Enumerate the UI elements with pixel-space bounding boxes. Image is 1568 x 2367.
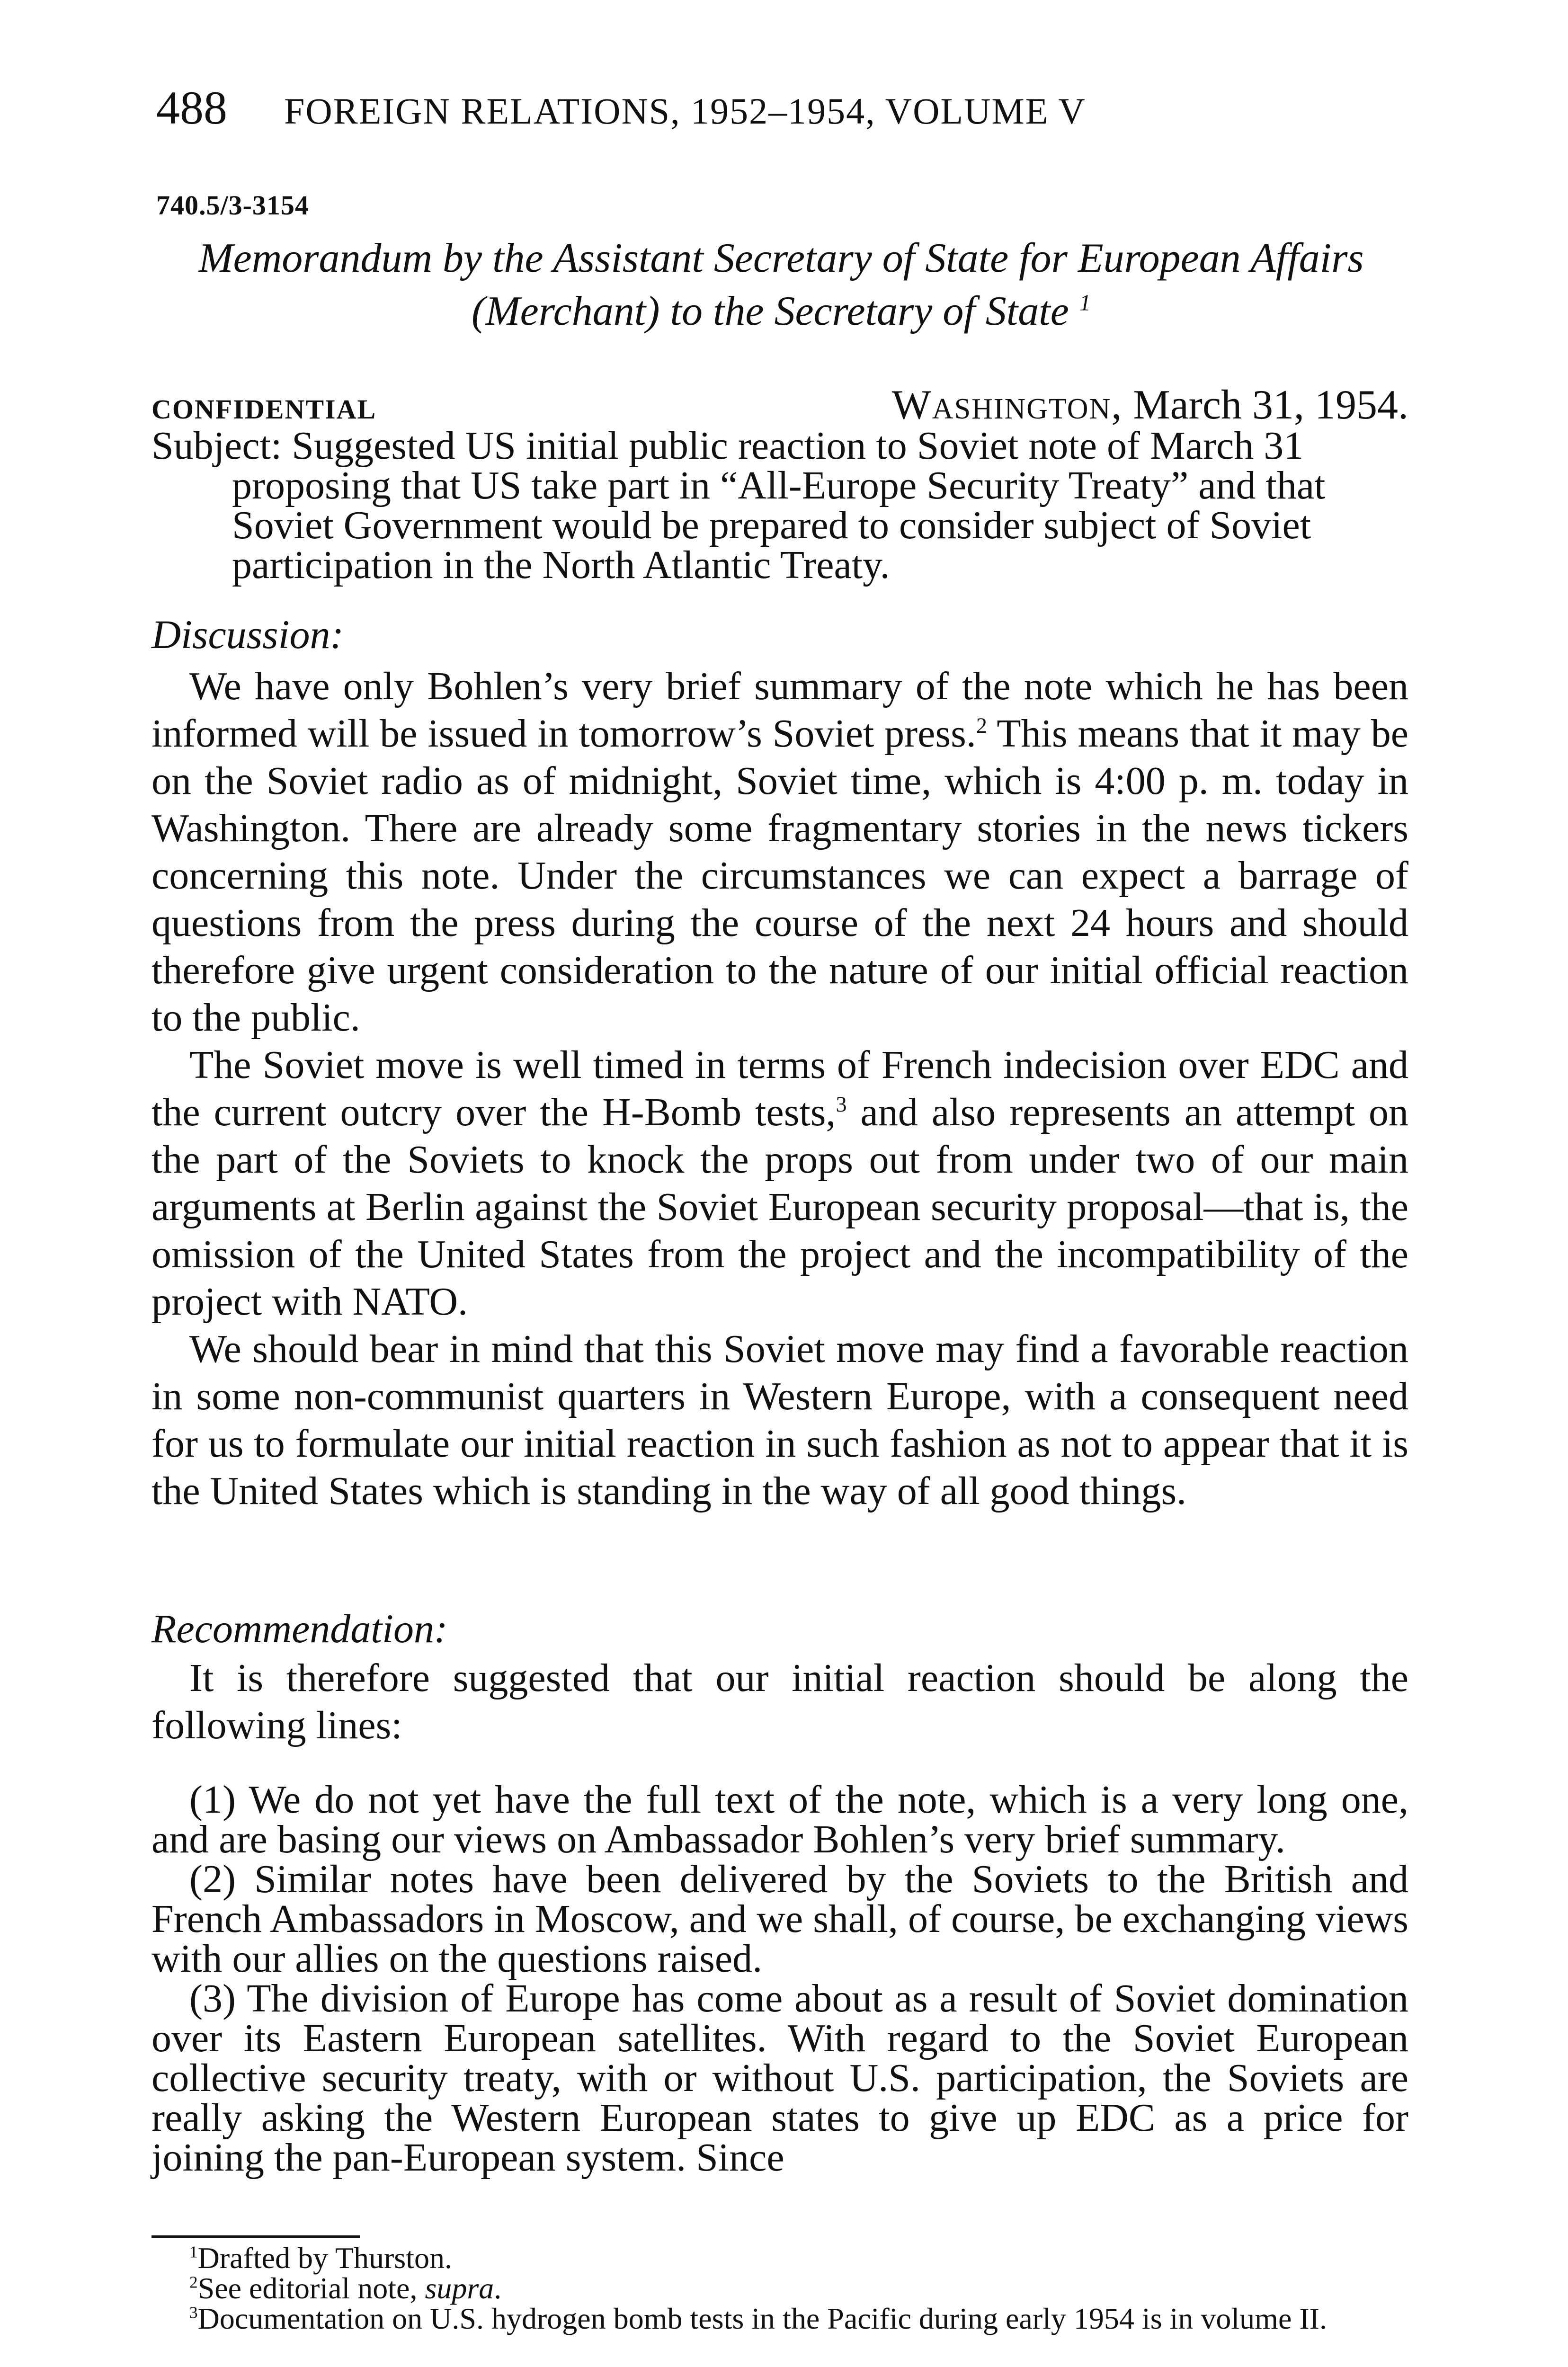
paragraph-text: This means that it may be on the Soviet radio as of midnight, Soviet time, which is 4:00 p. m. today in Washington. There are already some fragmentary stories in the news tickers concerning this note. Under the circumstances we can expect a barrage of questions from the press during the course of the next 24 hours and should therefore give urgent consideration to the nature of our initial official reaction to the public. <box>151 712 1409 1040</box>
recommendation-list <box>151 1780 1408 2178</box>
recommendation-heading: Recommendation: <box>151 1606 448 1651</box>
footnote-ref: 2 <box>976 713 987 738</box>
dateline <box>892 381 1408 429</box>
footnote <box>151 2304 1408 2334</box>
discussion-paragraph <box>151 663 1408 1041</box>
recommendation-intro <box>151 1655 1408 1749</box>
classification-label: CONFIDENTIAL <box>151 394 377 425</box>
list-item: (2) Similar notes have been delivered by the Soviets to the British and French Ambassadors in Moscow, and we shall, of course, be exchanging views with our allies on the questions raised. <box>151 1857 1408 1981</box>
document-title <box>142 232 1420 338</box>
discussion-paragraph <box>151 1041 1408 1326</box>
document-title-text: Memorandum by the Assistant Secretary of State for European Affairs (Merchant) to the Secretary of State <box>198 235 1364 334</box>
file-number: 740.5/3-3154 <box>156 190 309 221</box>
paragraph-text: We have only Bohlen’s very brief summary of the note which he has been informed will be issued in tomorrow’s Soviet press. <box>151 664 1408 756</box>
footnote-text: See editorial note, <box>197 2271 425 2305</box>
subject-line <box>151 426 1408 585</box>
discussion-body <box>151 663 1408 1515</box>
footnotes <box>151 2243 1408 2334</box>
footnote <box>151 2243 1408 2273</box>
classification-dateline-row <box>151 381 1408 429</box>
footnote-number: 3 <box>189 2303 198 2322</box>
footnote-ref: 1 <box>1079 290 1091 316</box>
subject-text: Suggested US initial public reaction to Soviet note of March 31 proposing that US take part in “All-Europe Security Treaty” and that Soviet Government would be prepared to consider subject of Soviet participation in the North Atlantic Treaty. <box>232 424 1326 587</box>
discussion-heading: Discussion: <box>151 612 344 657</box>
footnote-text: Drafted by Thurston. <box>197 2241 452 2275</box>
footnote <box>151 2273 1408 2304</box>
paragraph-text: and also represents an attempt on the part of the Soviets to knock the props out from under two of our main arguments at Berlin against the Soviet European security proposal—that is, the omission of the United States from the project and the incompatibility of the project with NATO. <box>151 1090 1408 1324</box>
footnote-italic-text: supra <box>425 2271 494 2305</box>
subject-label: Subject: <box>151 424 282 468</box>
list-item: (3) The division of Europe has come about as a result of Soviet domination over its Eastern European satellites. With regard to the Soviet European collective security treaty, with or without U.S. participation, the Soviets are really asking the Western European states to give up EDC as a price for joining the pan-European system. Since <box>151 1976 1408 2180</box>
footnote-ref: 3 <box>836 1092 847 1116</box>
dateline-place: Washington, <box>891 382 1123 428</box>
footnote-divider <box>151 2235 360 2238</box>
footnote-text: Documentation on U.S. hydrogen bomb tests in the Pacific during early 1954 is in volume II. <box>197 2302 1327 2335</box>
footnote-number: 1 <box>189 2242 198 2261</box>
footnote-number: 2 <box>189 2273 198 2292</box>
dateline-date: March 31, 1954. <box>1133 382 1408 428</box>
page-number: 488 <box>156 81 227 134</box>
recommendation-paragraph: It is therefore suggested that our initial reaction should be along the following lines: <box>151 1656 1408 1747</box>
discussion-paragraph: We should bear in mind that this Soviet move may find a favorable reaction in some non-communist quarters in Western Europe, with a consequent need for us to formulate our initial reaction in such fashion as not to appear that it is the United States which is standing in the way of all good things. <box>151 1327 1408 1513</box>
paragraph-text: The Soviet move is well timed in terms of French indecision over EDC and the current outcry over the H-Bomb tests, <box>151 1043 1408 1134</box>
running-title: FOREIGN RELATIONS, 1952–1954, VOLUME V <box>284 90 1086 132</box>
footnote-text: . <box>494 2271 502 2305</box>
running-header <box>156 80 1411 135</box>
list-item: (1) We do not yet have the full text of the note, which is a very long one, and are basing our views on Ambassador Bohlen’s very brief summary. <box>151 1778 1408 1861</box>
